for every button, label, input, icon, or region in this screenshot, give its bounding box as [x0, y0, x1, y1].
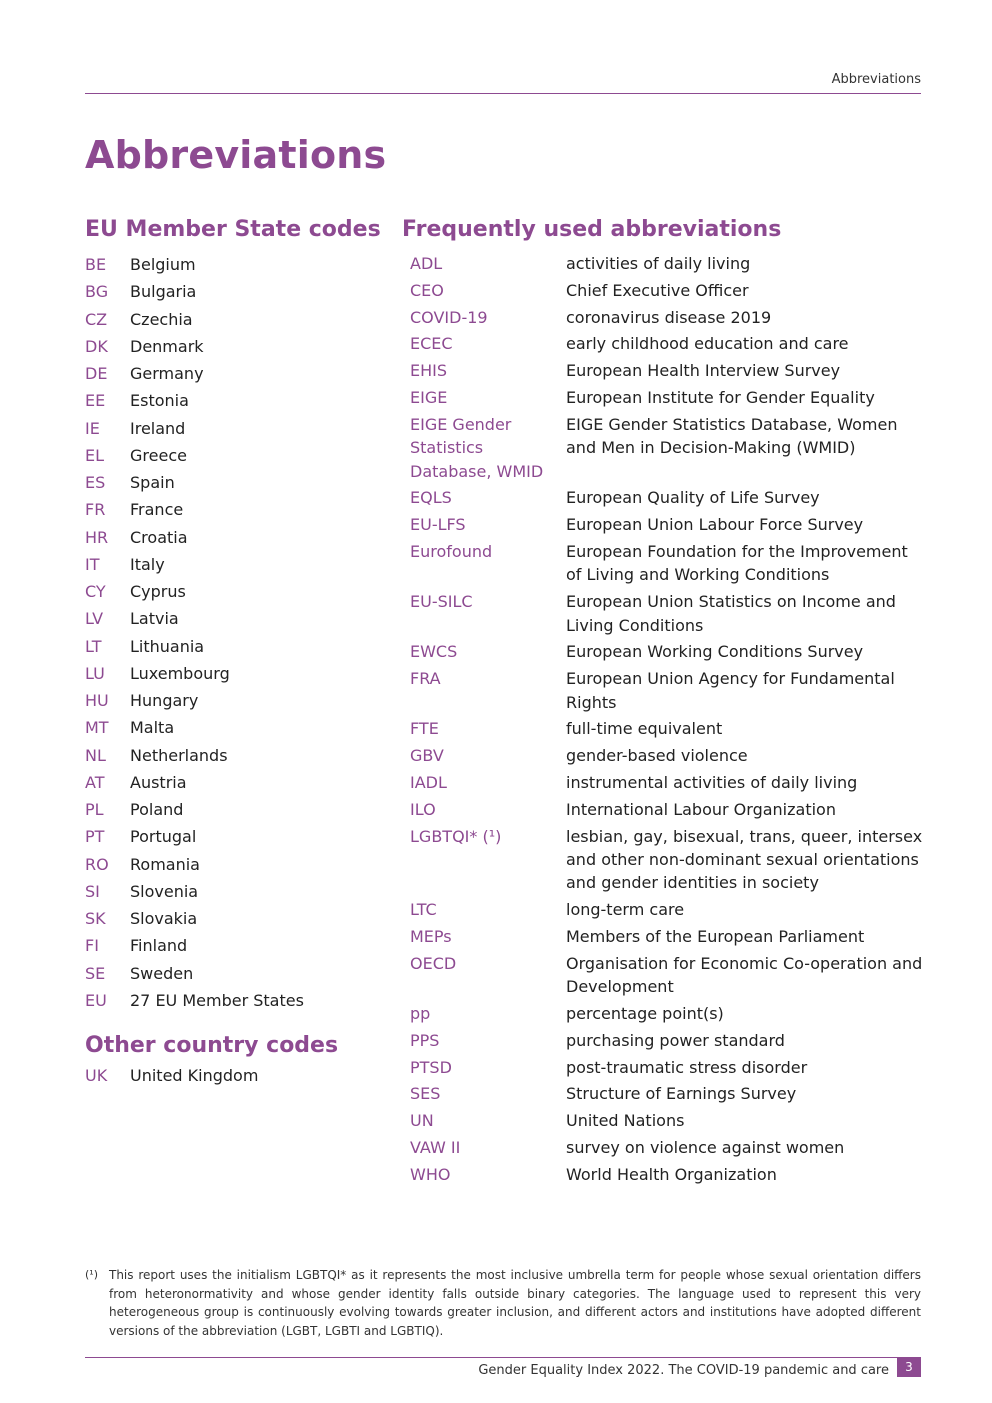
other-codes-list [85, 1062, 385, 1089]
abbreviation-definition: lesbian, gay, bisexual, trans, queer, intersex and other non-dominant sexual orientations and gender identities in society [566, 826, 923, 893]
abbreviation-code: OECD [410, 953, 457, 973]
abbreviation-definition: Structure of Earnings Survey [566, 1084, 797, 1104]
abbreviation-code: IADL [410, 772, 447, 792]
eu-code-row [85, 415, 385, 442]
country-code: LU [85, 663, 105, 683]
abbreviation-definition: full-time equivalent [566, 719, 723, 739]
eu-code-row [85, 987, 385, 1014]
abbreviation-row [410, 1109, 925, 1136]
abbreviation-definition: World Health Organization [566, 1164, 777, 1184]
abbreviation-code: FTE [410, 719, 439, 739]
eu-code-row [85, 333, 385, 360]
running-header [85, 70, 921, 94]
country-code: BG [85, 282, 109, 302]
eu-code-row [85, 960, 385, 987]
country-code: FI [85, 936, 99, 956]
country-code: IT [85, 554, 100, 574]
abbreviation-definition: Chief Executive Officer [566, 280, 749, 300]
abbreviations-heading: Frequently used abbreviations [402, 217, 782, 242]
abbreviation-row [410, 252, 925, 279]
abbreviation-definition: European Health Interview Survey [566, 361, 841, 381]
country-name: Spain [130, 473, 175, 493]
footer-publication-title: Gender Equality Index 2022. The COVID-19 pandemic and care [478, 1363, 889, 1378]
abbreviation-definition: International Labour Organization [566, 799, 836, 819]
abbreviation-definition: Organisation for Economic Co-operation and Development [566, 953, 923, 997]
country-name: Germany [130, 364, 204, 384]
country-code: NL [85, 745, 106, 765]
eu-code-row [85, 306, 385, 333]
abbreviation-definition: purchasing power standard [566, 1030, 785, 1050]
country-name: Poland [130, 800, 184, 820]
country-name: Czechia [130, 309, 193, 329]
abbreviation-definition: Members of the European Parliament [566, 926, 865, 946]
eu-codes-heading: EU Member State codes [85, 217, 381, 242]
abbreviation-row [410, 279, 925, 306]
abbreviation-code: FRA [410, 669, 441, 689]
abbreviation-row [410, 306, 925, 333]
country-name: France [130, 500, 184, 520]
country-code: AT [85, 772, 105, 792]
abbreviation-row [410, 1136, 925, 1163]
country-code: LV [85, 609, 104, 629]
country-code: PT [85, 827, 105, 847]
country-name: Croatia [130, 527, 188, 547]
abbreviation-row [410, 590, 925, 640]
abbreviation-row [410, 952, 925, 1002]
country-code: HU [85, 691, 109, 711]
country-code: EL [85, 445, 105, 465]
country-name: 27 EU Member States [130, 990, 304, 1010]
country-name: Slovakia [130, 909, 198, 929]
eu-code-row [85, 878, 385, 905]
abbreviation-definition: gender-based violence [566, 746, 748, 766]
country-name: Belgium [130, 255, 196, 275]
eu-code-row [85, 905, 385, 932]
abbreviation-row [410, 386, 925, 413]
abbreviation-row [410, 1163, 925, 1190]
country-code: DE [85, 364, 108, 384]
abbreviation-definition: long-term care [566, 900, 685, 920]
abbreviation-code: SES [410, 1084, 441, 1104]
abbreviation-row [410, 1082, 925, 1109]
country-name: Estonia [130, 391, 189, 411]
abbreviation-row [410, 798, 925, 825]
abbreviation-row [410, 717, 925, 744]
abbreviation-row [410, 771, 925, 798]
abbreviation-row [410, 667, 925, 717]
eu-code-row [85, 469, 385, 496]
running-header-title: Abbreviations [831, 72, 921, 87]
abbreviation-code: PPS [410, 1030, 440, 1050]
country-name: Greece [130, 445, 187, 465]
abbreviation-code: EWCS [410, 642, 458, 662]
abbreviation-row [410, 925, 925, 952]
abbreviation-code: UN [410, 1111, 434, 1131]
abbreviation-definition: EIGE Gender Statistics Database, Women and Men in Decision-Making (WMID) [566, 414, 898, 458]
country-name: Cyprus [130, 582, 186, 602]
abbreviation-code: WHO [410, 1164, 451, 1184]
abbreviation-definition: European Union Labour Force Survey [566, 515, 864, 535]
eu-code-row [85, 851, 385, 878]
country-code: SE [85, 963, 106, 983]
abbreviation-definition: percentage point(s) [566, 1003, 724, 1023]
abbreviation-code: pp [410, 1003, 431, 1023]
eu-code-row [85, 796, 385, 823]
eu-code-row [85, 387, 385, 414]
abbreviation-definition: European Quality of Life Survey [566, 488, 820, 508]
country-code: DK [85, 336, 108, 356]
abbreviation-definition: United Nations [566, 1111, 685, 1131]
abbreviation-row [410, 359, 925, 386]
country-name: Bulgaria [130, 282, 197, 302]
abbreviations-list [410, 252, 925, 1190]
abbreviation-row [410, 898, 925, 925]
abbreviation-definition: coronavirus disease 2019 [566, 307, 772, 327]
country-code: CY [85, 582, 106, 602]
abbreviation-code: COVID-19 [410, 307, 488, 327]
page-title: Abbreviations [85, 133, 387, 177]
eu-code-row [85, 687, 385, 714]
abbreviation-code: EU-LFS [410, 515, 466, 535]
abbreviation-code: EU-SILC [410, 592, 473, 612]
eu-codes-list [85, 251, 385, 1014]
abbreviation-row [410, 513, 925, 540]
eu-code-row [85, 742, 385, 769]
abbreviation-definition: post-traumatic stress disorder [566, 1057, 808, 1077]
eu-code-row [85, 551, 385, 578]
footnote-mark: (¹) [85, 1268, 98, 1281]
abbreviation-row [410, 825, 925, 899]
country-name: Latvia [130, 609, 179, 629]
country-name: Hungary [130, 691, 199, 711]
abbreviation-code: ADL [410, 254, 443, 273]
abbreviation-row [410, 744, 925, 771]
abbreviation-row [410, 1029, 925, 1056]
abbreviation-definition: activities of daily living [566, 254, 751, 273]
abbreviation-code: EHIS [410, 361, 448, 381]
abbreviation-row [410, 486, 925, 513]
country-name: Romania [130, 854, 200, 874]
abbreviation-code: VAW II [410, 1137, 461, 1157]
abbreviation-definition: instrumental activities of daily living [566, 772, 858, 792]
abbreviation-row [410, 1056, 925, 1083]
country-name: Austria [130, 772, 187, 792]
country-code: LT [85, 636, 102, 656]
country-code: IE [85, 418, 100, 438]
country-code: HR [85, 527, 109, 547]
abbreviation-row [410, 640, 925, 667]
country-name: Denmark [130, 336, 204, 356]
page-footer [85, 1357, 921, 1379]
eu-code-row [85, 823, 385, 850]
eu-code-row [85, 442, 385, 469]
eu-code-row [85, 524, 385, 551]
country-code: ES [85, 473, 106, 493]
abbreviation-code: ECEC [410, 334, 453, 354]
country-name: Netherlands [130, 745, 228, 765]
country-name: Portugal [130, 827, 197, 847]
eu-code-row [85, 496, 385, 523]
other-codes-heading: Other country codes [85, 1033, 339, 1058]
country-code: MT [85, 718, 109, 738]
abbreviation-code: LTC [410, 900, 437, 920]
eu-code-row [85, 278, 385, 305]
eu-code-row [85, 769, 385, 796]
country-name: Lithuania [130, 636, 205, 656]
abbreviation-row [410, 332, 925, 359]
country-code: SK [85, 909, 106, 929]
abbreviation-code: EIGE Gender Statistics Database, WMID [410, 414, 544, 481]
country-name: Finland [130, 936, 188, 956]
eu-code-row [85, 633, 385, 660]
country-code: EU [85, 990, 107, 1010]
country-name: Luxembourg [130, 663, 230, 683]
abbreviation-row [410, 1002, 925, 1029]
abbreviation-definition: European Union Agency for Fundamental Rights [566, 669, 895, 712]
footnote [85, 1266, 921, 1340]
abbreviation-code: ILO [410, 799, 436, 819]
abbreviation-row [410, 413, 925, 487]
abbreviation-definition: European Foundation for the Improvement of Living and Working Conditions [566, 541, 908, 585]
footnote-text: This report uses the initialism LGBTQI* as it represents the most inclusive umbrella term for people whose sexual orientation differs from heteronormativity and whose gender identity falls outside binary categories. The language used to represent this very heterogeneous group is continuously evolving towards greater inclusion, and different actors and institutions have adopted different versions of the abbreviation (LGBT, LGBTI and LGBTIQ). [109, 1268, 921, 1338]
country-code: EE [85, 391, 106, 411]
page-number: 3 [897, 1358, 921, 1377]
eu-code-row [85, 360, 385, 387]
country-code: UK [85, 1066, 108, 1086]
country-code: RO [85, 854, 109, 874]
country-name: Sweden [130, 963, 194, 983]
abbreviation-code: GBV [410, 746, 444, 766]
eu-code-row [85, 605, 385, 632]
abbreviation-definition: early childhood education and care [566, 334, 849, 354]
abbreviation-code: EQLS [410, 488, 452, 508]
abbreviation-code: Eurofound [410, 541, 493, 561]
country-name: Ireland [130, 418, 186, 438]
eu-code-row [85, 932, 385, 959]
country-name: Italy [130, 554, 165, 574]
country-code: FR [85, 500, 106, 520]
country-code: CZ [85, 309, 108, 329]
abbreviation-code: PTSD [410, 1057, 452, 1077]
abbreviation-code: EIGE [410, 387, 448, 407]
eu-code-row [85, 660, 385, 687]
abbreviation-definition: survey on violence against women [566, 1137, 845, 1157]
eu-code-row [85, 578, 385, 605]
other-code-row [85, 1062, 385, 1089]
abbreviation-definition: European Institute for Gender Equality [566, 387, 875, 407]
abbreviation-definition: European Working Conditions Survey [566, 642, 864, 662]
country-code: PL [85, 800, 104, 820]
country-code: BE [85, 255, 107, 275]
abbreviation-definition: European Union Statistics on Income and Living Conditions [566, 592, 896, 635]
abbreviation-row [410, 540, 925, 590]
abbreviation-code: LGBTQI* (¹) [410, 826, 502, 846]
eu-code-row [85, 714, 385, 741]
country-name: Slovenia [130, 881, 199, 901]
abbreviation-code: CEO [410, 280, 444, 300]
country-code: SI [85, 881, 100, 901]
country-name: United Kingdom [130, 1066, 259, 1086]
country-name: Malta [130, 718, 175, 738]
abbreviation-code: MEPs [410, 926, 452, 946]
eu-code-row [85, 251, 385, 278]
